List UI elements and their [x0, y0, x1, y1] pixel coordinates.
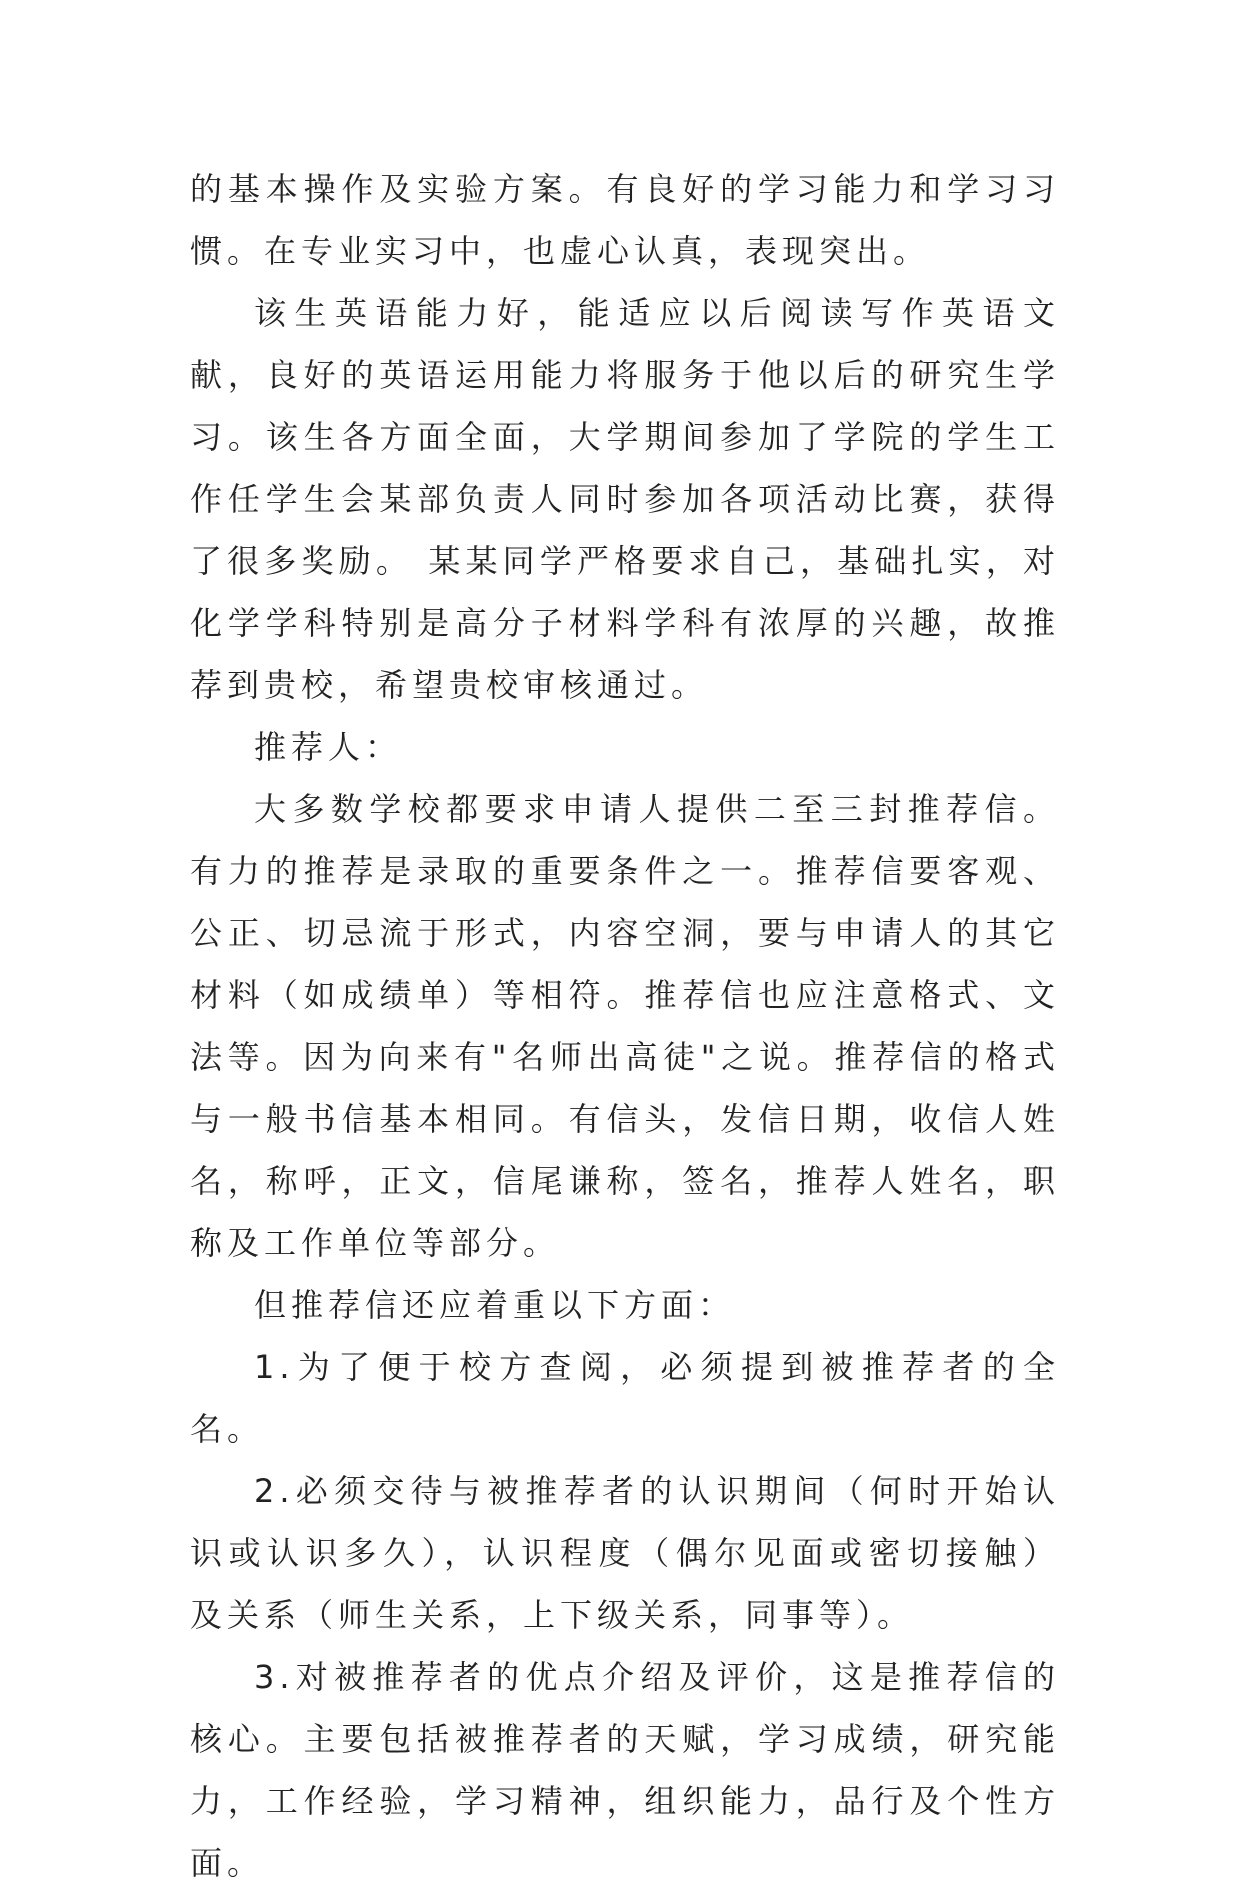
- document-body: [190, 158, 1060, 1894]
- body-paragraph-focus-intro: 但推荐信还应着重以下方面：: [254, 1286, 736, 1324]
- list-item-1: 1.为了便于校方查阅，必须提到被推荐者的全名。: [190, 1348, 1060, 1448]
- body-paragraph-english-ability: 该生英语能力好，能适应以后阅读写作英语文献，良好的英语运用能力将服务于他以后的研究生学习。该生各方面全面，大学期间参加了学院的学生工作任学生会某部负责人同时参加各项活动比赛，获得了很多奖励。 某某同学严格要求自己，基础扎实，对化学学科特别是高分子材料学科有浓厚的兴趣，故推荐到贵校，希望贵校审核通过。: [190, 294, 1060, 704]
- list-item-3: 3.对被推荐者的优点介绍及评价，这是推荐信的核心。主要包括被推荐者的天赋，学习成绩，研究能力，工作经验，学习精神，组织能力，品行及个性方面。: [190, 1658, 1060, 1882]
- body-paragraph-continuation: 的基本操作及实验方案。有良好的学习能力和学习习惯。在专业实习中，也虚心认真，表现突出。: [190, 170, 1060, 270]
- body-paragraph-letter-requirements: 大多数学校都要求申请人提供二至三封推荐信。有力的推荐是录取的重要条件之一。推荐信要客观、公正、切忌流于形式，内容空洞，要与申请人的其它材料（如成绩单）等相符。推荐信也应注意格式、文法等。因为向来有"名师出高徒"之说。推荐信的格式与一般书信基本相同。有信头，发信日期，收信人姓名，称呼，正文，信尾谦称，签名，推荐人姓名，职称及工作单位等部分。: [190, 790, 1060, 1262]
- list-item-2: 2.必须交待与被推荐者的认识期间（何时开始认识或认识多久），认识程度（偶尔见面或密切接触）及关系（师生关系，上下级关系，同事等）。: [190, 1472, 1060, 1634]
- recommender-label: 推荐人：: [254, 728, 403, 766]
